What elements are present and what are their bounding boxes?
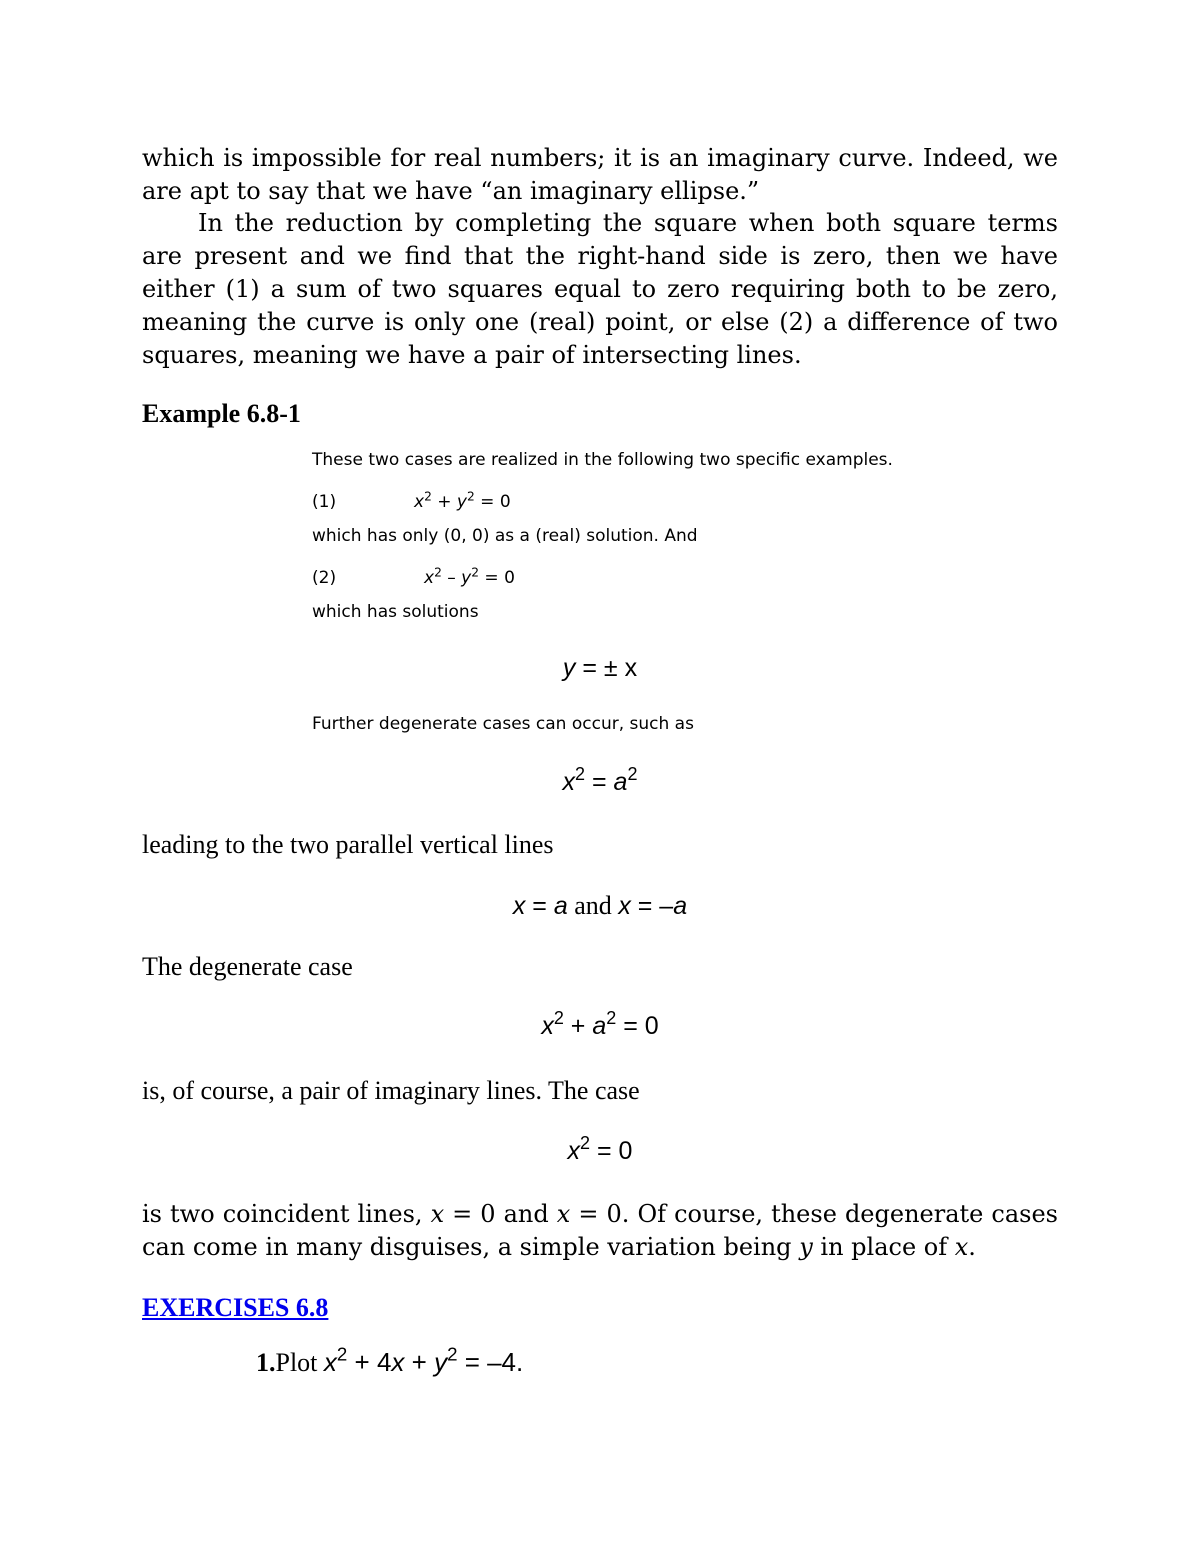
- exercise-1: 1.Plot $x^2 + 4x + y^2 = -4$.: [256, 1343, 524, 1377]
- equation-x-eq-pm-a: x = a and x = –a: [512, 891, 688, 920]
- exercises-link[interactable]: EXERCISES 6.8: [142, 1293, 329, 1322]
- equation-y-pm-x: y = ± x: [562, 654, 638, 682]
- further-cases-text: Further degenerate cases can occur, such as: [312, 714, 694, 734]
- case2-label: (2): [312, 568, 337, 588]
- case2-solution-text: which has solutions: [312, 602, 479, 622]
- degenerate-case-text: The degenerate case: [142, 952, 353, 981]
- parallel-lines-text: leading to the two parallel vertical lines: [142, 830, 554, 859]
- example-intro: These two cases are realized in the following two specific examples.: [312, 450, 893, 470]
- equation-x2-eq-0: $x^2 = 0$: [567, 1133, 633, 1165]
- imaginary-lines-text: is, of course, a pair of imaginary lines. The case: [142, 1076, 640, 1105]
- equation-x2-eq-a2: $x^2 = a^2$: [562, 764, 638, 796]
- paragraph-completing-square: In the reduction by completing the square when both square terms are present and we find that the right-hand side is zero, then we have either (1) a sum of two squares equal to zero requiring both to be zero, meaning the curve is only one (real) point, or else (2) a difference of two squares, meaning we have a pair of intersecting lines.: [142, 209, 1058, 369]
- exercises-heading-link[interactable]: [142, 1291, 328, 1324]
- case1-equation: $x^2 + y^2 = 0$: [414, 489, 511, 512]
- example-heading: Example 6.8-1: [142, 399, 301, 428]
- paragraph-imaginary-ellipse: which is impossible for real numbers; it is an imaginary curve. Indeed, we are apt to say that we have “an imaginary ellipse.”: [142, 144, 1058, 205]
- coincident-lines-paragraph: is two coincident lines, x = 0 and x = 0. Of course, these degenerate cases can come in many disguises, a simple variation being y in place of x.: [142, 1200, 1058, 1261]
- exercise-number: 1.: [256, 1348, 276, 1377]
- equation-x2-plus-a2: $x^2 + a^2 = 0$: [541, 1008, 659, 1040]
- case1-label: (1): [312, 492, 337, 512]
- case1-solution-text: which has only (0, 0) as a (real) solution. And: [312, 526, 698, 546]
- case2-equation: $x^2 - y^2 = 0$: [424, 565, 515, 588]
